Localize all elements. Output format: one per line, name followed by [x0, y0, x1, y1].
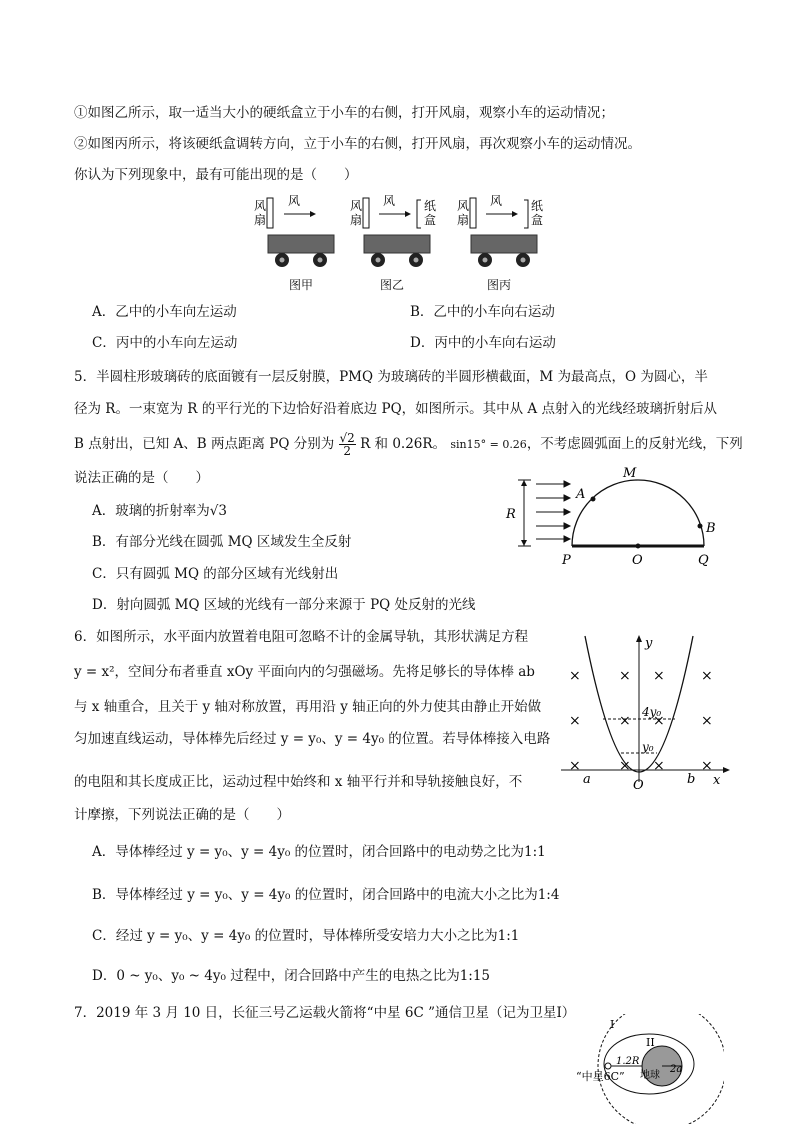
- q5-line-4: 说法正确的是（ ）: [74, 470, 209, 486]
- svg-text:×: ×: [619, 758, 631, 774]
- q5-line-3: [74, 432, 743, 457]
- axis-y-label: y: [645, 636, 653, 651]
- svg-text:×: ×: [701, 713, 713, 729]
- q6-line-1: 6．如图所示，水平面内放置着电阻可忽略不计的金属导轨，其形状满足方程: [74, 629, 529, 645]
- q5-option-a: A．玻璃的折射率为√3: [92, 503, 227, 519]
- magnetic-field-crosses: [569, 668, 713, 774]
- label-A: A: [576, 487, 586, 502]
- q6-option-b: B．导体棒经过 y = y₀、y = 4y₀ 的位置时，闭合回路中的电流大小之比为1:4: [92, 887, 560, 903]
- q5-option-d: D．射向圆弧 MQ 区域的光线有一部分来源于 PQ 处反射的光线: [92, 597, 476, 613]
- q6-line-3: 与 x 轴重合，且关于 y 轴对称放置，再用沿 y 轴正向的外力使其由静止开始做: [74, 699, 542, 715]
- axis-x-label: x: [713, 773, 721, 788]
- sin15-value: sin15° = 0.26: [450, 438, 527, 451]
- caption-jia: 图甲: [289, 278, 314, 292]
- caption-bing: 图丙: [487, 278, 512, 292]
- cart-yi: [350, 194, 436, 267]
- svg-text:×: ×: [653, 758, 665, 774]
- fan-label: 风扇: [254, 199, 267, 227]
- q4-option-d: D．丙中的小车向右运动: [410, 335, 556, 351]
- q4-option-b: B．乙中的小车向右运动: [410, 304, 555, 320]
- orbit-I-label: I: [610, 1018, 615, 1031]
- svg-text:风扇: 风扇: [457, 199, 470, 227]
- svg-text:×: ×: [701, 668, 713, 684]
- parallel-rays: [536, 481, 570, 542]
- semicircle-glass-figure: [500, 462, 730, 570]
- origin-label: O: [633, 778, 644, 792]
- q5-line-2: 径为 R。一束宽为 R 的平行光的下边恰好沿着底边 PQ，如图所示。其中从 A 点射入的光线经玻璃折射后从: [74, 401, 717, 417]
- q5-line-1: 5．半圆柱形玻璃砖的底面镀有一层反射膜，PMQ 为玻璃砖的半圆形横截面，M 为最高点，O 为圆心，半: [74, 369, 708, 385]
- svg-text:纸盒: 纸盒: [424, 199, 437, 227]
- cart-bing: [457, 194, 543, 267]
- caption-yi: 图乙: [380, 278, 405, 292]
- sqrt2-over-2: $\frac{√2}{2}$: [339, 431, 355, 458]
- svg-text:×: ×: [569, 713, 581, 729]
- radius-label: 2a: [670, 1064, 683, 1075]
- svg-text:×: ×: [569, 668, 581, 684]
- q5-line-3d: ，不考虑圆弧面上的反射光线，下列: [526, 436, 743, 452]
- satellite-label: “中星6C”: [576, 1070, 625, 1083]
- parabola-rail-figure: [555, 632, 735, 792]
- distance-label: 1.2R: [616, 1056, 640, 1067]
- rod-end-a: a: [583, 772, 591, 787]
- svg-text:×: ×: [569, 758, 581, 774]
- q5-line-3a: B 点射出，已知 A、B 两点距离 PQ 分别为: [74, 436, 335, 452]
- earth-label: 地球: [640, 1070, 660, 1081]
- intro-line-2: ②如图丙所示，将该硬纸盒调转方向，立于小车的右侧，打开风扇，再次观察小车的运动情况。: [74, 136, 641, 152]
- q5-option-b: B．有部分光线在圆弧 MQ 区域发生全反射: [92, 534, 352, 550]
- svg-text:×: ×: [653, 713, 665, 729]
- svg-text:×: ×: [701, 758, 713, 774]
- svg-text:风: 风: [490, 194, 503, 208]
- q6-option-d: D．0 ~ y₀、y₀ ~ 4y₀ 过程中，闭合回路中产生的电热之比为1:15: [92, 968, 491, 984]
- level-4y0: 4y₀: [642, 705, 662, 719]
- q6-option-c: C．经过 y = y₀、y = 4y₀ 的位置时，导体棒所受安培力大小之比为1:1: [92, 928, 520, 944]
- svg-text:风扇: 风扇: [350, 199, 363, 227]
- q5-option-c: C．只有圆弧 MQ 的部分区域有光线射出: [92, 566, 339, 582]
- wind-label: 风: [288, 194, 301, 208]
- label-R: R: [506, 507, 516, 522]
- svg-text:风: 风: [383, 194, 396, 208]
- orbit-II-label: II: [646, 1036, 655, 1049]
- q6-line-6: 计摩擦，下列说法正确的是（ ）: [74, 807, 290, 823]
- rod-end-b: b: [687, 772, 696, 787]
- svg-text:×: ×: [653, 668, 665, 684]
- q6-line-5: 的电阻和其长度成正比，运动过程中始终和 x 轴平行并和导轨接触良好，不: [74, 774, 523, 790]
- svg-text:纸盒: 纸盒: [531, 199, 544, 227]
- level-y0: y₀: [642, 740, 654, 754]
- q4-option-a: A．乙中的小车向左运动: [92, 304, 237, 320]
- q5-line-3b: R 和 0.26R。: [360, 436, 447, 452]
- svg-text:×: ×: [619, 713, 631, 729]
- intro-line-1: ①如图乙所示，取一适当大小的硬纸盒立于小车的右侧，打开风扇，观察小车的运动情况；: [74, 105, 614, 121]
- q7-line-1: 7．2019 年 3 月 10 日，长征三号乙运载火箭将“中星 6C ”通信卫星（记为卫星Ⅰ）: [74, 1005, 576, 1021]
- q6-option-a: A．导体棒经过 y = y₀、y = 4y₀ 的位置时，闭合回路中的电动势之比为1:1: [92, 844, 546, 860]
- cart-jia: [254, 194, 334, 267]
- question-prompt: 你认为下列现象中，最有可能出现的是（ ）: [74, 167, 358, 183]
- label-O: O: [632, 553, 643, 568]
- label-B: B: [706, 521, 716, 536]
- orbit-figure: [574, 1014, 724, 1124]
- label-Q: Q: [698, 553, 709, 568]
- q4-option-c: C．丙中的小车向左运动: [92, 335, 238, 351]
- label-P: P: [562, 553, 571, 568]
- q6-line-2: y = x²，空间分布者垂直 xOy 平面向内的匀强磁场。先将足够长的导体棒 ab: [74, 664, 535, 680]
- q6-line-4: 匀加速直线运动，导体棒先后经过 y = y₀、y = 4y₀ 的位置。若导体棒接入电路: [74, 731, 551, 747]
- label-M: M: [623, 466, 637, 481]
- svg-text:×: ×: [619, 668, 631, 684]
